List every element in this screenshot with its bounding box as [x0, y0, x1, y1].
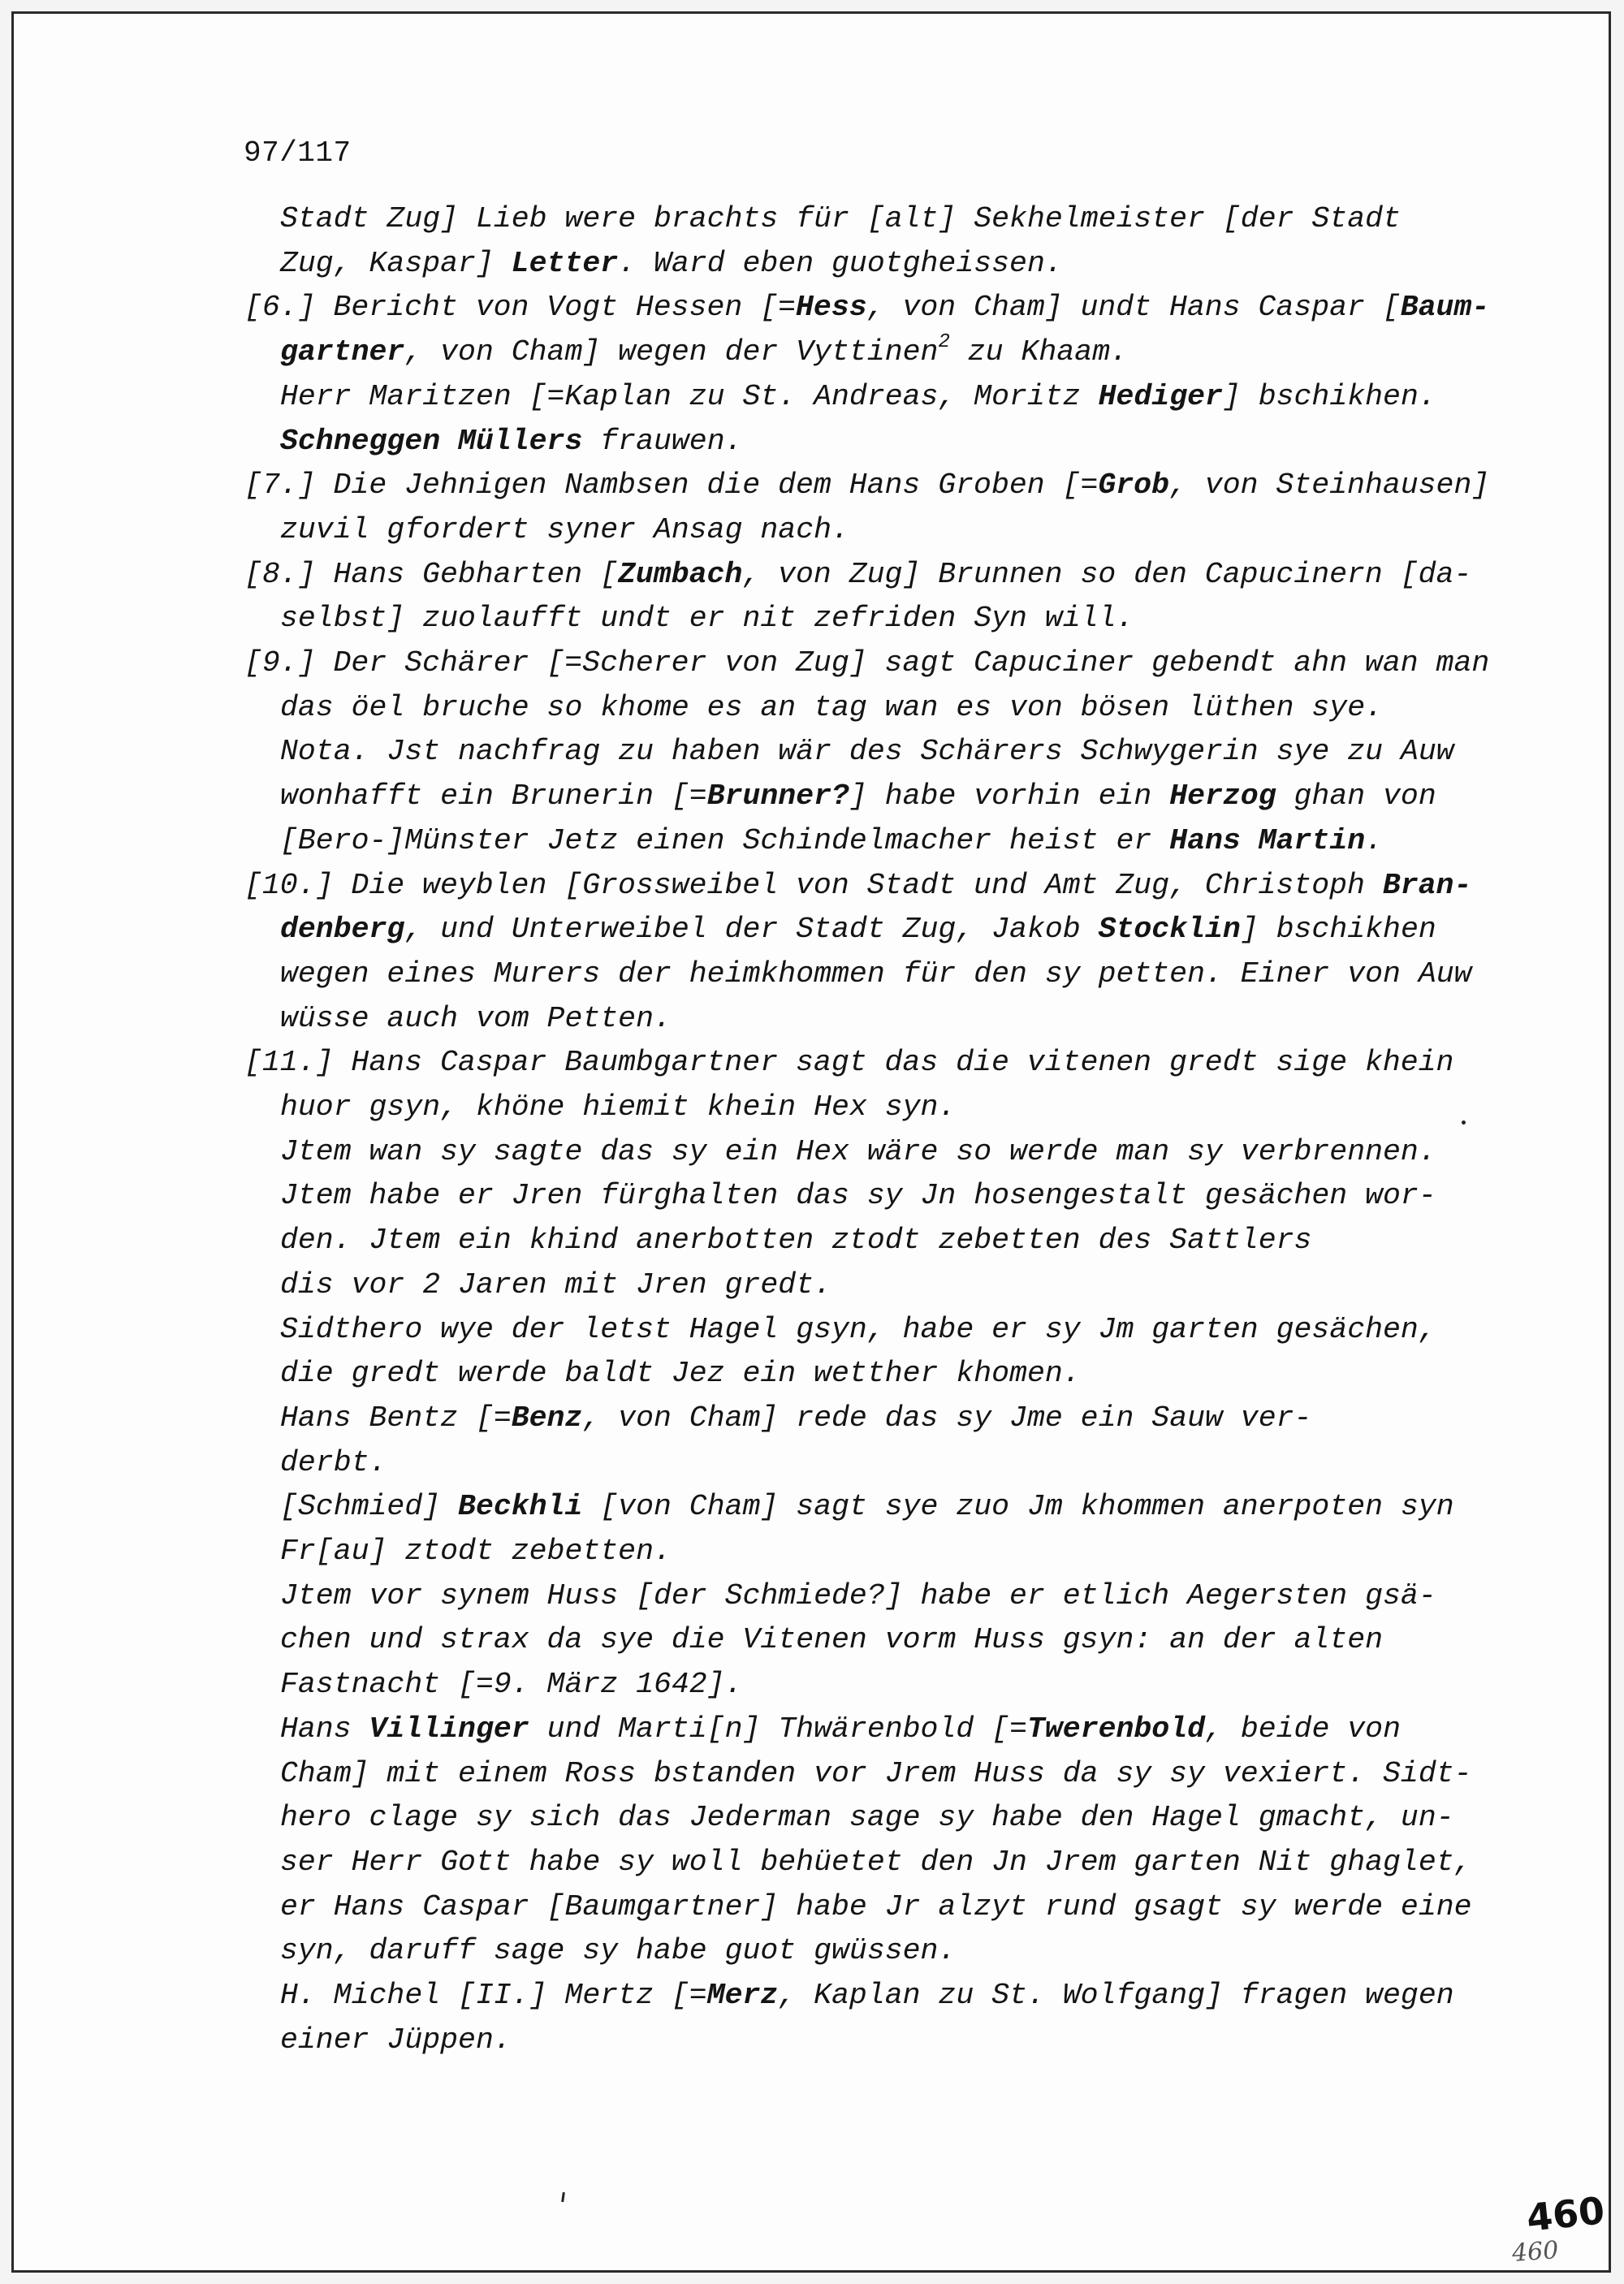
bold-name: Brunner? — [706, 779, 849, 813]
text-line — [280, 1004, 672, 1034]
text-line — [244, 293, 1489, 323]
text-line — [280, 1268, 832, 1302]
text-run: Cham] mit einem Ross bstanden vor Jrem Huss da sy sy vexiert. Sidt- — [280, 1757, 1472, 1790]
text-run: chen und strax da sye die Vitenen vorm Huss gsyn: an der alten — [280, 1623, 1384, 1656]
text-line — [280, 1446, 387, 1479]
text-line — [280, 1623, 1384, 1656]
text-line — [244, 1048, 1453, 1078]
text-run: Jtem wan sy sagte das sy ein Hex wäre so werde man sy verbrennen. — [280, 1135, 1436, 1168]
text-run: huor gsyn, khöne hiemit khein Hex syn. — [280, 1090, 957, 1124]
text-run: [von Cham] sagt sye zuo Jm khommen anerpoten syn — [582, 1490, 1454, 1523]
folio-number-pencil: 460 — [1510, 2236, 1560, 2268]
text-run: ] bschikhen. — [1222, 380, 1436, 413]
text-line — [280, 779, 1436, 813]
bold-name: Hans Martin — [1169, 824, 1366, 857]
text-line — [280, 1981, 1454, 2011]
text-run: , von Cham] rede das sy Jme ein Sauw ver- — [582, 1401, 1312, 1435]
text-line — [280, 331, 1128, 369]
text-run: zuvil gfordert syner Ansag nach. — [280, 513, 849, 546]
text-line — [280, 1848, 1472, 1878]
stray-mark — [1462, 1120, 1466, 1125]
text-run: den. Jtem ein khind anerbotten ztodt zebetten des Sattlers — [280, 1224, 1312, 1257]
text-run: , von Zug] Brunnen so den Capucinern [da- — [742, 558, 1472, 591]
text-line — [280, 1579, 1436, 1613]
text-run: die gredt werde baldt Jez ein wetther khomen. — [280, 1357, 1081, 1390]
text-line — [280, 2023, 512, 2057]
text-run: Fr[au] ztodt zebetten. — [280, 1535, 672, 1568]
text-line — [244, 560, 1471, 590]
text-run: dis vor 2 Jaren mit Jren gredt. — [280, 1268, 832, 1302]
text-run: zu Khaam. — [949, 335, 1128, 369]
text-line — [280, 737, 1454, 767]
text-line — [280, 1090, 957, 1124]
bold-name: Hess — [796, 291, 867, 324]
text-run: ser Herr Gott habe sy woll behüetet den Jn Jrem garten Nit ghaglet, — [280, 1846, 1472, 1879]
text-line — [280, 1803, 1454, 1833]
bold-name: Benz — [511, 1401, 583, 1435]
text-line — [280, 1226, 1311, 1256]
text-run: einer Jüppen. — [280, 2023, 512, 2057]
text-line — [280, 1537, 672, 1567]
text-run: Hans — [280, 1712, 369, 1746]
bold-name: Letter — [511, 247, 619, 280]
text-line — [280, 604, 1134, 634]
bold-name: Herzog — [1169, 779, 1276, 813]
bold-name: Merz — [706, 1979, 779, 2012]
text-line — [244, 871, 1471, 901]
text-run: [11.] Hans Caspar Baumbgartner sagt das die vitenen gredt sige khein — [244, 1046, 1454, 1079]
text-run: Sidthero wye der letst Hagel gsyn, habe er sy Jm garten gesächen, — [280, 1313, 1436, 1346]
text-line — [280, 1492, 1454, 1522]
text-run: Herr Maritzen [=Kaplan zu St. Andreas, Moritz — [280, 380, 1099, 413]
text-run: syn, daruff sage sy habe guot gwüssen. — [280, 1934, 957, 1967]
text-run: selbst] zuolaufft undt er nit zefriden Syn will. — [280, 602, 1134, 635]
text-line — [280, 1759, 1472, 1790]
text-line — [280, 1315, 1436, 1345]
text-run: das öel bruche so khome es an tag wan es von bösen lüthen sye. — [280, 691, 1384, 724]
text-line — [280, 1936, 956, 1967]
bold-name: Zumbach — [617, 558, 743, 591]
footnote-marker: 2 — [938, 331, 950, 353]
text-run: derbt. — [280, 1446, 387, 1479]
text-run: hero clage sy sich das Jederman sage sy habe den Hagel gmacht, un- — [280, 1801, 1454, 1834]
text-run: [9.] Der Schärer [=Scherer von Zug] sagt Capuciner gebendt ahn wan man — [244, 646, 1490, 680]
text-run: [Schmied] — [280, 1490, 459, 1523]
text-run: , Kaplan zu St. Wolfgang] fragen wegen — [778, 1979, 1454, 2012]
text-line — [280, 1670, 743, 1700]
bold-name: Beckhli — [458, 1490, 583, 1523]
text-run: [8.] Hans Gebharten [ — [244, 558, 618, 591]
bold-name: Twerenbold — [1026, 1712, 1206, 1746]
text-run: H. Michel [II.] Mertz [= — [280, 1979, 707, 2012]
bold-name: Grob — [1098, 468, 1169, 502]
text-run: Nota. Jst nachfrag zu haben wär des Schärers Schwygerin sye zu Auw — [280, 735, 1454, 768]
text-run: ] bschikhen — [1240, 913, 1436, 946]
text-run: , von Cham] undt Hans Caspar [ — [866, 291, 1401, 324]
text-run: , beide von — [1205, 1712, 1401, 1746]
text-run: [10.] Die weyblen [Grossweibel von Stadt und Amt Zug, Christoph — [244, 869, 1383, 902]
text-line — [280, 824, 1384, 857]
bold-name: denberg — [280, 913, 405, 946]
bold-name: Baum- — [1400, 291, 1490, 324]
text-line — [280, 1135, 1436, 1168]
text-line — [280, 1181, 1436, 1211]
text-run: wonhafft ein Brunerin [= — [280, 779, 707, 813]
text-line — [280, 513, 849, 546]
text-line — [244, 646, 1490, 680]
bold-name: Villinger — [369, 1712, 529, 1746]
text-run: wüsse auch vom Petten. — [280, 1002, 672, 1035]
text-line — [280, 1401, 1312, 1435]
text-run: ] habe vorhin ein — [849, 779, 1170, 813]
text-run: Jtem vor synem Huss [der Schmiede?] habe er etlich Aegersten gsä- — [280, 1579, 1436, 1613]
text-line — [280, 1359, 1081, 1389]
text-line — [280, 427, 743, 457]
text-line — [280, 915, 1436, 945]
text-run: , von Cham] wegen der Vyttinen — [404, 335, 939, 369]
text-run: . — [1365, 824, 1384, 857]
text-line — [280, 202, 1401, 235]
bold-name: gartner — [280, 335, 405, 369]
text-run: Stadt Zug] Lieb were brachts für [alt] Sekhelmeister [der Stadt — [280, 202, 1401, 235]
bold-name: Schneggen Müllers — [280, 425, 583, 458]
text-run: Jtem habe er Jren fürghalten das sy Jn hosengestalt gesächen wor- — [280, 1179, 1436, 1212]
text-run: [Bero-]Münster Jetz einen Schindelmacher heist er — [280, 824, 1170, 857]
bold-name: Hediger — [1098, 380, 1223, 413]
text-run: [7.] Die Jehnigen Nambsen die dem Hans Groben [= — [244, 468, 1099, 502]
text-run: Fastnacht [=9. März 1642]. — [280, 1668, 743, 1701]
text-line — [280, 249, 1063, 279]
text-line — [280, 957, 1472, 991]
bold-name: Stocklin — [1098, 913, 1241, 946]
text-run: und Marti[n] Thwärenbold [= — [529, 1712, 1027, 1746]
text-run: wegen eines Murers der heimkhommen für den sy petten. Einer von Auw — [280, 957, 1472, 991]
text-run: , und Unterweibel der Stadt Zug, Jakob — [404, 913, 1099, 946]
folio-number-stamp: 460 — [1524, 2188, 1607, 2240]
text-run: , von Steinhausen] — [1169, 468, 1490, 502]
text-run: ghan von — [1276, 779, 1436, 813]
text-line — [280, 382, 1436, 412]
text-line — [280, 693, 1383, 723]
bold-name: Bran- — [1382, 869, 1472, 902]
text-run: [6.] Bericht von Vogt Hessen [= — [244, 291, 797, 324]
text-run: frauwen. — [582, 425, 743, 458]
text-run: er Hans Caspar [Baumgartner] habe Jr alzyt rund gsagt sy werde eine — [280, 1890, 1472, 1923]
text-run: . Ward eben guotgheissen. — [618, 247, 1063, 280]
page-reference: 97/117 — [244, 136, 352, 170]
text-run: Zug, Kaspar] — [280, 247, 512, 280]
text-line — [244, 468, 1490, 502]
text-line — [280, 1890, 1472, 1923]
text-run: Hans Bentz [= — [280, 1401, 512, 1435]
text-line — [280, 1712, 1401, 1746]
